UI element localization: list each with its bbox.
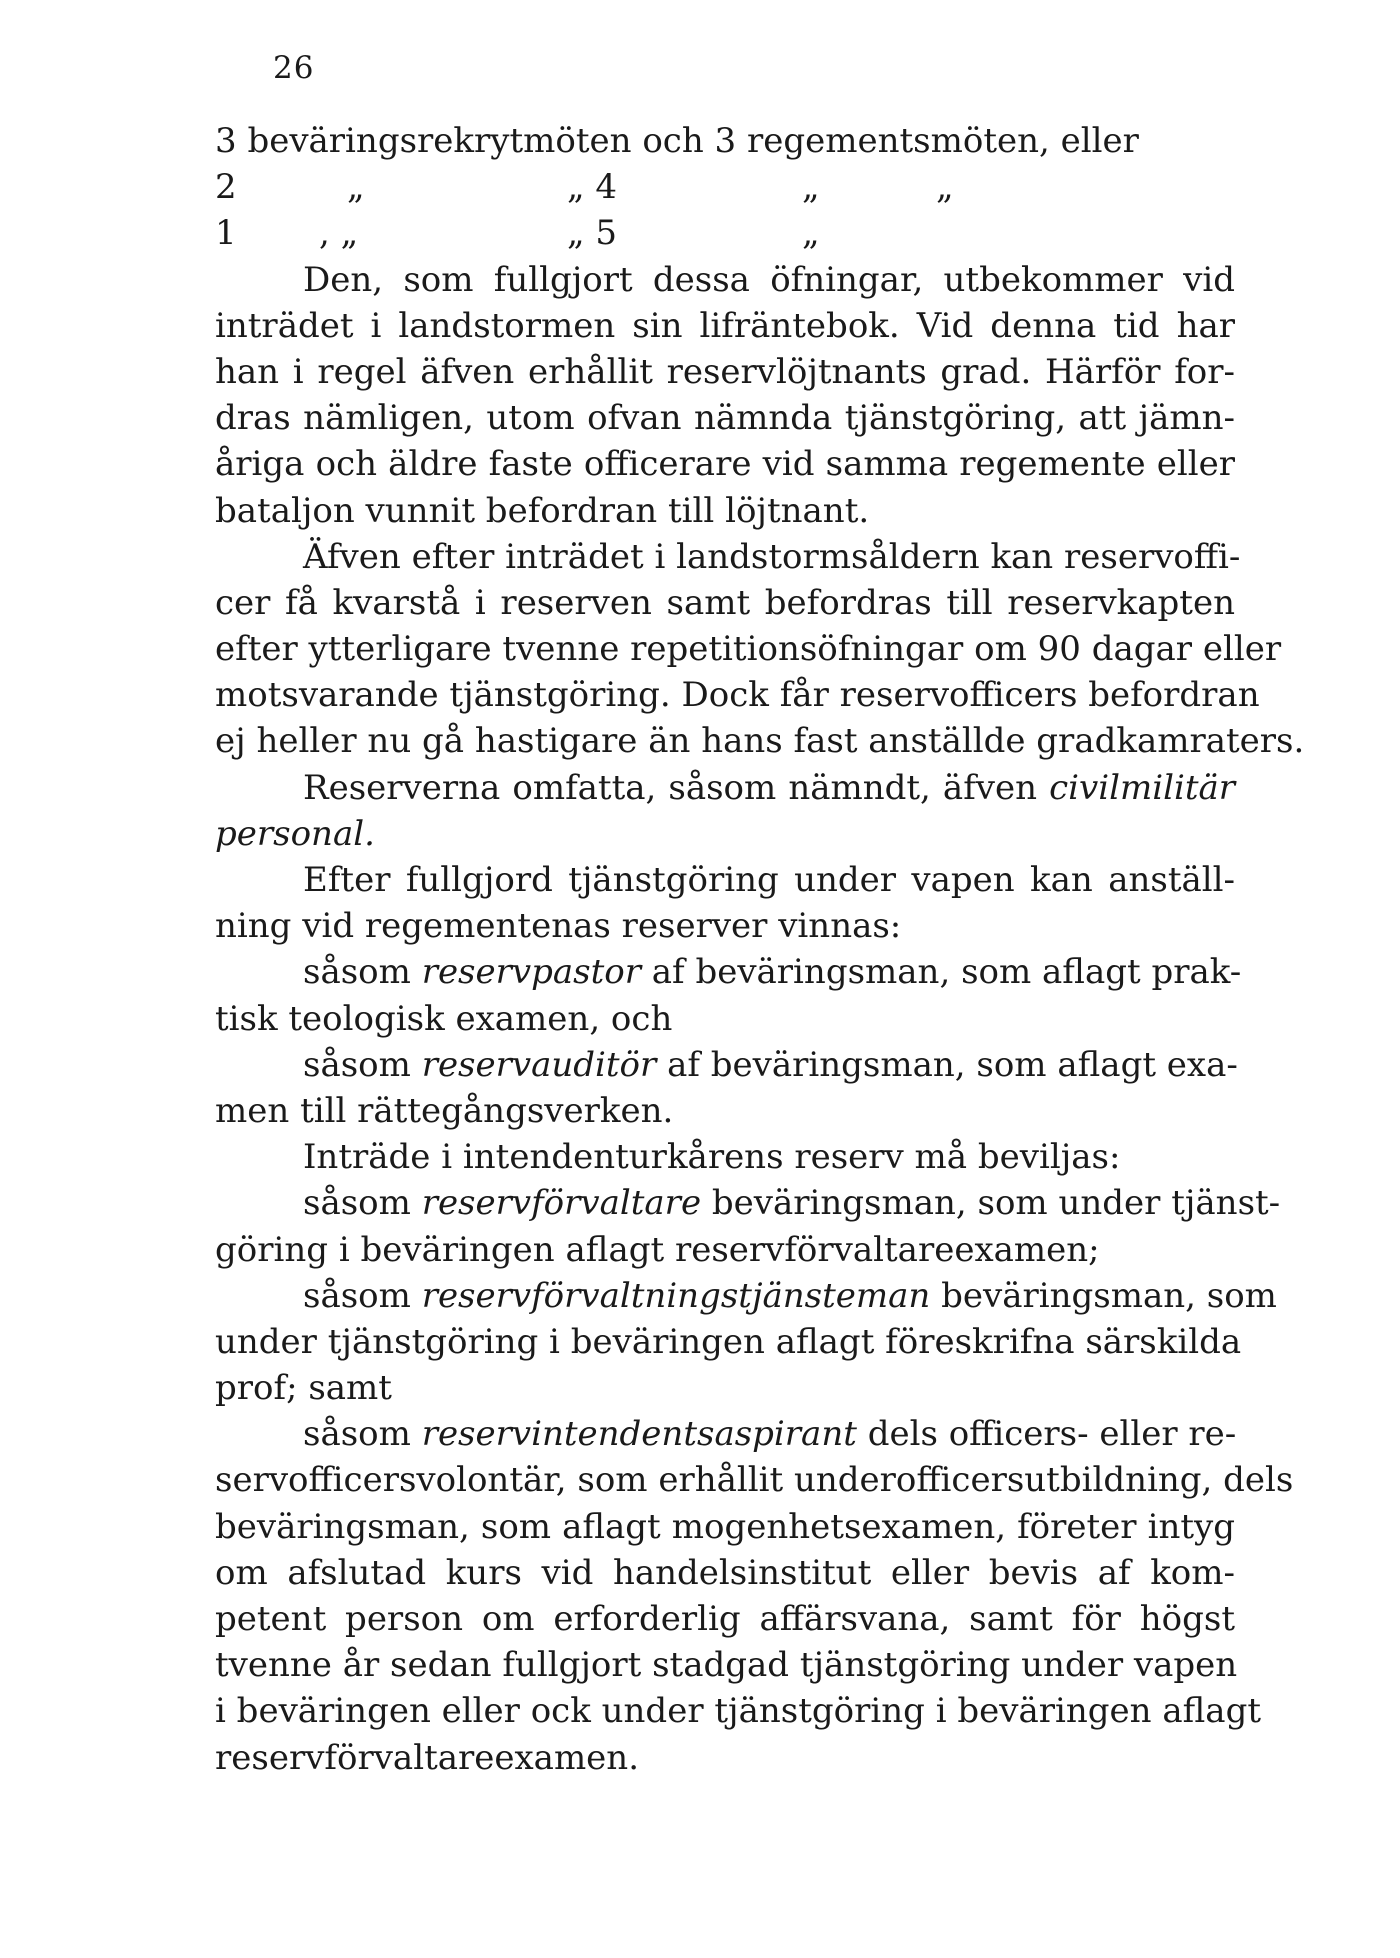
text-line: göring i beväringen aflagt reservförvaltareexamen; [215, 1229, 1100, 1270]
text-line: prof; samt [215, 1368, 392, 1409]
text-line: petent person om erforderlig affärsvana, samt för högst [215, 1599, 1235, 1639]
page-number: 26 [273, 50, 315, 86]
ditto-mark: , „ [319, 213, 359, 254]
ditto-mark: „ [347, 167, 365, 208]
text-line: servofficersvolontär, som erhållit underofficersutbildning, dels [215, 1460, 1294, 1501]
text-line: ning vid regementenas reserver vinnas: [215, 906, 902, 947]
text-line [215, 1042, 1238, 1088]
text-line: Den, som fullgjort dessa öfningar, utbekommer vid [303, 259, 1235, 300]
italic-term: reservauditör [421, 1044, 657, 1085]
text-line: beväringsman, som aflagt mogenhetsexamen, företer intyg [215, 1506, 1235, 1547]
italic-term: reservintendentsaspirant [421, 1414, 857, 1455]
ditto-mark: „ 4 [567, 167, 618, 208]
ditto-mark: „ 5 [567, 213, 618, 254]
ditto-mark: „ [936, 167, 954, 208]
ditto-mark: „ [802, 167, 820, 208]
text-line: under tjänstgöring i beväringen aflagt föreskrifna särskilda [215, 1321, 1242, 1362]
text-line: motsvarande tjänstgöring. Dock får reservofficers befordran [215, 675, 1260, 716]
italic-term: reservförvaltare [421, 1183, 702, 1224]
text-span: såsom [303, 1183, 422, 1224]
text-line [215, 1273, 1277, 1319]
text-line: cer få kvarstå i reserven samt befordras till reservkapten [215, 582, 1235, 623]
body-text [215, 118, 1305, 1781]
italic-term: reservförvaltningstjänsteman [421, 1275, 931, 1316]
text-span: såsom [303, 1044, 422, 1085]
text-span: såsom [303, 1275, 422, 1316]
ditto-number: 2 [215, 167, 237, 208]
text-line: om afslutad kurs vid handelsinstitut eller bevis af kom- [215, 1552, 1235, 1593]
text-line: Inträde i intendenturkårens reserv må beviljas: [303, 1137, 1121, 1178]
text-span: af beväringsman, som aflagt prak- [640, 952, 1242, 993]
text-line: men till rättegångsverken. [215, 1090, 674, 1131]
text-line [215, 949, 1242, 995]
text-span: Reserverna omfatta, såsom nämndt, äfven [303, 767, 1050, 808]
text-line: bataljon vunnit befordran till löjtnant. [215, 490, 870, 531]
text-line: inträdet i landstormen sin lifräntebok. Vid denna tid har [215, 305, 1235, 346]
text-line [215, 1180, 1281, 1226]
italic-term: reservpastor [421, 952, 641, 993]
text-span: såsom [303, 952, 422, 993]
text-line: 3 beväringsrekrytmöten och 3 regementsmöten, eller [215, 121, 1139, 161]
text-line: Äfven efter inträdet i landstormsåldern kan reservoffi- [303, 536, 1241, 577]
text-span: beväringsman, som [930, 1275, 1277, 1316]
ditto-mark: „ [802, 213, 820, 254]
text-span: såsom [303, 1414, 422, 1455]
text-line: tisk teologisk examen, och [215, 998, 673, 1039]
text-line: efter ytterligare tvenne repetitionsöfningar om 90 dagar eller [215, 629, 1282, 670]
text-line: i beväringen eller ock under tjänstgöring i beväringen aflagt [215, 1691, 1261, 1732]
ditto-number: 1 [215, 213, 237, 254]
text-line: Efter fullgjord tjänstgöring under vapen kan anställ- [303, 860, 1235, 900]
text-line: åriga och äldre faste officerare vid samma regemente eller [215, 444, 1235, 485]
text-line: tvenne år sedan fullgjort stadgad tjänstgöring under vapen [215, 1645, 1238, 1686]
ditto-row [215, 164, 1235, 210]
text-line: reservförvaltareexamen. [215, 1737, 640, 1778]
text-span: af beväringsman, som aflagt exa- [656, 1044, 1238, 1085]
text-span: beväringsman, som under tjänst- [701, 1183, 1281, 1224]
text-line [215, 1411, 1235, 1457]
text-line [215, 765, 1235, 811]
ditto-row [215, 210, 1235, 256]
italic-term: personal. [215, 813, 375, 854]
text-line [215, 811, 1235, 857]
text-line: ej heller nu gå hastigare än hans fast anställde gradkamraters. [215, 721, 1305, 762]
text-span: dels officers- eller re- [856, 1414, 1237, 1455]
italic-term: civilmilitär [1049, 767, 1235, 808]
text-line: dras nämligen, utom ofvan nämnda tjänstgöring, att jämn- [215, 398, 1235, 439]
text-line: han i regel äfven erhållit reservlöjtnants grad. Härför for- [215, 351, 1235, 392]
